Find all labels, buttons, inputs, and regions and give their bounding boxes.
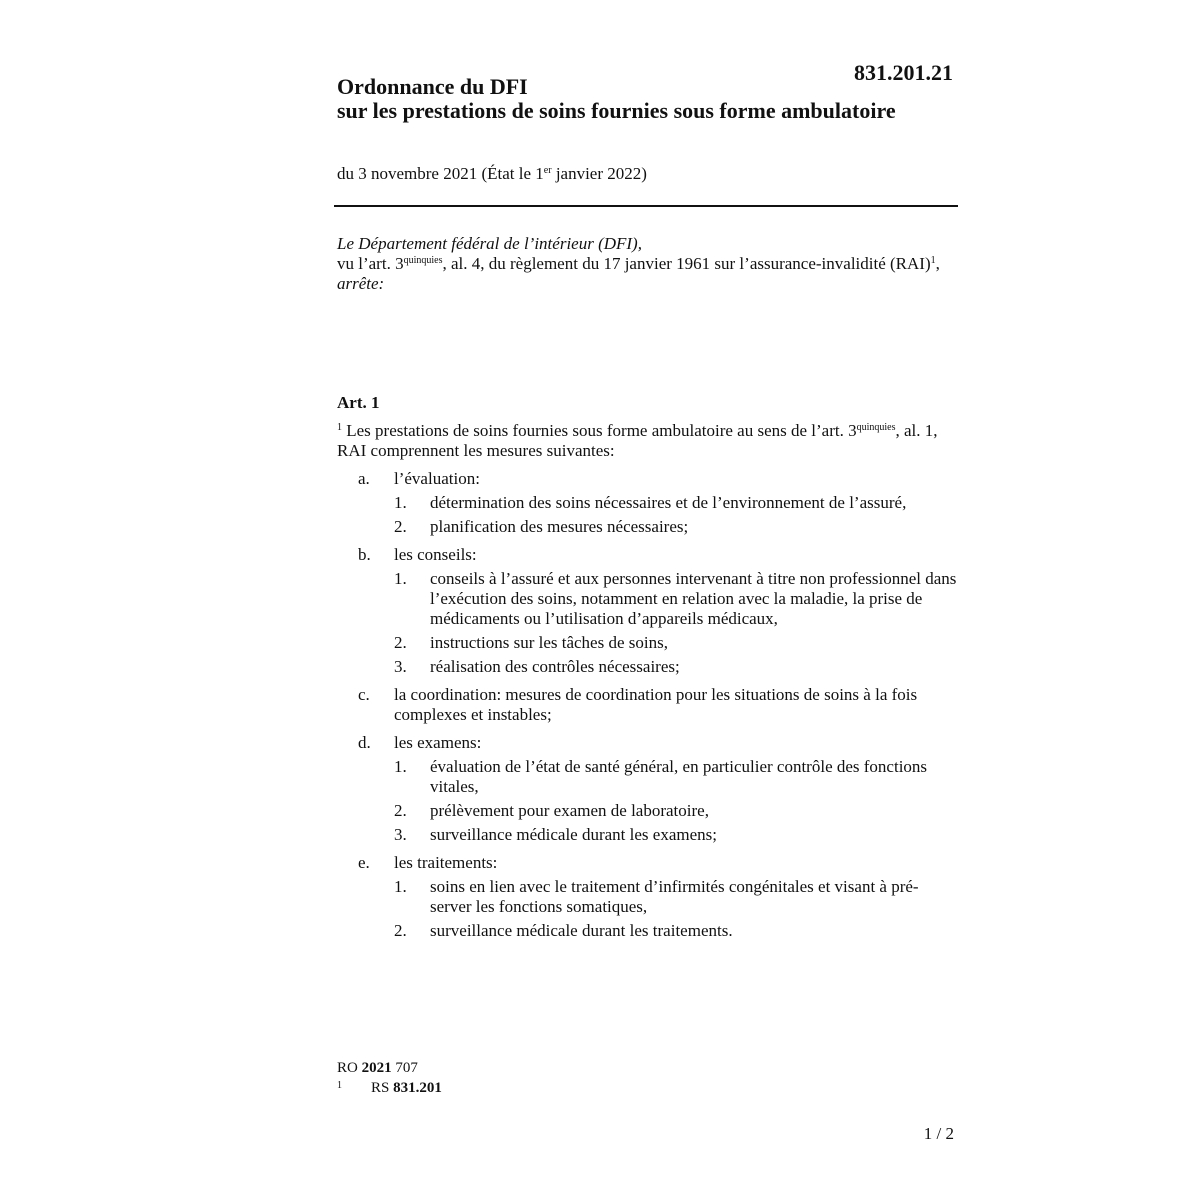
ro-year: 2021 xyxy=(361,1060,392,1076)
item-letter: a. xyxy=(358,469,370,488)
paragraph-number: 1 xyxy=(337,422,342,433)
sub-item-text: soins en lien avec le traitement d’infirmités congénitales et visant à pré-server les fonctions somatiques, xyxy=(430,877,919,916)
basis-prefix: vu l’art. 3 xyxy=(337,254,404,273)
article-intro xyxy=(337,421,957,461)
sub-item-number: 1. xyxy=(394,493,407,512)
title-line-2: sur les prestations de soins fournies sous forme ambulatoire xyxy=(337,98,896,123)
sub-item-number: 2. xyxy=(394,517,407,536)
basis-suffix: , al. 4, du règlement du 17 janvier 1961 sur l’assurance-invalidité (RAI) xyxy=(442,254,931,273)
sub-list-item xyxy=(394,569,957,629)
sub-item-number: 1. xyxy=(394,569,407,588)
intro-sup: quinquies xyxy=(856,422,896,433)
footnote-1 xyxy=(337,1078,442,1098)
measures-list xyxy=(337,469,957,949)
preamble-basis xyxy=(337,254,957,274)
item-letter: b. xyxy=(358,545,371,564)
sub-item-text: prélèvement pour examen de laboratoire, xyxy=(430,801,709,820)
sub-list-item xyxy=(394,633,957,653)
ro-reference xyxy=(337,1058,442,1078)
footnote-mark: 1 xyxy=(337,1080,342,1091)
sub-list xyxy=(394,757,957,845)
sub-item-text: détermination des soins nécessaires et de l’environnement de l’assuré, xyxy=(430,493,907,512)
sub-item-text: conseils à l’assuré et aux personnes intervenant à titre non professionnel dans l’exécution des soins, notamment en relation avec la maladie, la prise de médicaments ou l’utilisation d’appareils médicaux, xyxy=(430,569,957,628)
preamble-decree: arrête: xyxy=(337,274,385,293)
sub-item-text: planification des mesures nécessaires; xyxy=(430,517,689,536)
sub-item-text: évaluation de l’état de santé général, en particulier contrôle des fonctions vitales, xyxy=(430,757,928,796)
basis-end: , xyxy=(935,254,940,273)
sub-item-text: surveillance médicale durant les examens; xyxy=(430,825,717,844)
sub-item-number: 1. xyxy=(394,757,407,776)
ro-prefix: RO xyxy=(337,1060,362,1076)
sub-item-text: surveillance médicale durant les traitements. xyxy=(430,921,733,940)
list-item xyxy=(337,733,957,845)
sub-list-item xyxy=(394,517,957,537)
sub-list-item xyxy=(394,657,957,677)
sub-item-number: 3. xyxy=(394,825,407,844)
item-letter: d. xyxy=(358,733,371,752)
sub-item-number: 2. xyxy=(394,921,407,940)
sub-item-number: 2. xyxy=(394,633,407,652)
sub-item-number: 3. xyxy=(394,657,407,676)
sub-item-number: 1. xyxy=(394,877,407,896)
header-rule xyxy=(334,205,958,207)
item-letter: c. xyxy=(358,685,370,704)
intro-prefix: Les prestations de soins fournies sous forme ambulatoire au sens de l’art. 3 xyxy=(342,421,857,440)
sub-item-text: instructions sur les tâches de soins, xyxy=(430,633,668,652)
article-heading: Art. 1 xyxy=(337,393,380,412)
date-prefix: du 3 novembre 2021 (État le 1 xyxy=(337,164,544,183)
footnote-prefix: RS xyxy=(371,1080,394,1096)
preamble xyxy=(337,234,957,294)
item-text: les examens: xyxy=(394,733,482,752)
intro-suffix: , al. 1, RAI comprennent les mesures suivantes: xyxy=(337,421,938,460)
sub-list-item xyxy=(394,801,957,821)
list-item xyxy=(337,545,957,677)
item-text: l’évaluation: xyxy=(394,469,480,488)
footnote-ref-1[interactable]: 1 xyxy=(930,255,936,266)
sub-list xyxy=(394,493,957,537)
page-number: 1 / 2 xyxy=(923,1124,954,1143)
item-text: les traitements: xyxy=(394,853,498,872)
list-item xyxy=(337,469,957,537)
title-line-1: Ordonnance du DFI xyxy=(337,74,528,99)
preamble-authority: Le Département fédéral de l’intérieur (DFI), xyxy=(337,234,642,253)
basis-sup: quinquies xyxy=(403,255,443,266)
sub-item-text: réalisation des contrôles nécessaires; xyxy=(430,657,680,676)
item-text: la coordination: mesures de coordination pour les situations de soins à la fois complexes et instables; xyxy=(394,685,918,724)
rs-number: 831.201.21 xyxy=(854,60,953,85)
footnote-number: 831.201 xyxy=(393,1080,442,1096)
item-text: les conseils: xyxy=(394,545,477,564)
list-item xyxy=(337,853,957,941)
sub-list xyxy=(394,569,957,677)
list-item xyxy=(337,685,957,725)
date-suffix: janvier 2022) xyxy=(551,164,647,183)
sub-list-item xyxy=(394,825,957,845)
footnotes xyxy=(337,1058,442,1098)
sub-list-item xyxy=(394,877,957,917)
sub-list-item xyxy=(394,921,957,941)
sub-list-item xyxy=(394,757,957,797)
sub-list xyxy=(394,877,957,941)
document-date xyxy=(337,164,647,184)
item-letter: e. xyxy=(358,853,370,872)
document-title xyxy=(337,75,977,123)
date-sup: er xyxy=(543,165,552,176)
sub-item-number: 2. xyxy=(394,801,407,820)
sub-list-item xyxy=(394,493,957,513)
ro-page: 707 xyxy=(391,1060,418,1076)
